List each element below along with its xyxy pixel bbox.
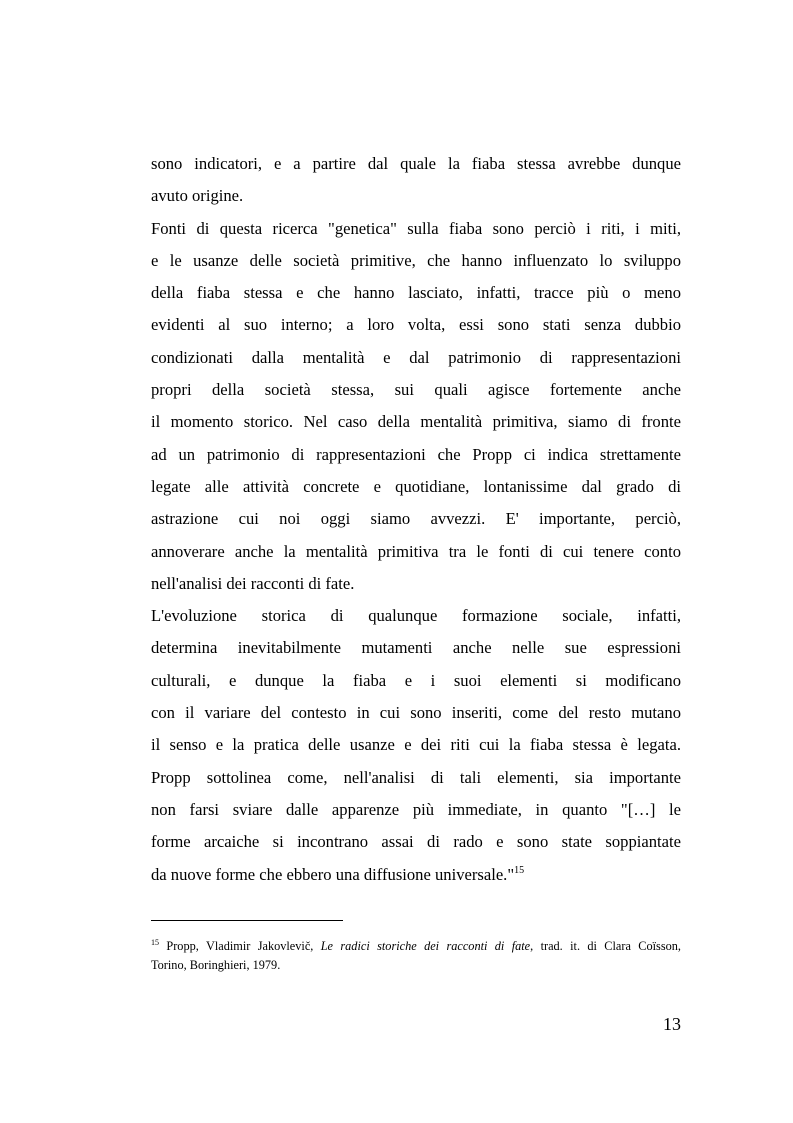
text-line-content: da nuove forme che ebbero una diffusione universale." — [151, 864, 515, 884]
text-line: nell'analisi dei racconti di fate. — [151, 573, 355, 593]
text-line: con il variare del contesto in cui sono inseriti, come del resto mutano — [151, 703, 681, 723]
footnote-number: 15 — [151, 938, 159, 947]
text-line: e le usanze delle società primitive, che hanno influenzato lo sviluppo — [151, 250, 681, 270]
footnote-details: , trad. it. di Clara Coïsson, — [530, 939, 681, 953]
text-line: annoverare anche la mentalità primitiva tra le fonti di cui tenere conto — [151, 541, 681, 561]
footnote — [151, 937, 681, 975]
text-line: avuto origine. — [151, 186, 244, 206]
text-line: Fonti di questa ricerca "genetica" sulla fiaba sono perciò i riti, i miti, — [151, 218, 681, 238]
text-line: propri della società stessa, sui quali agisce fortemente anche — [151, 380, 681, 400]
text-line: ad un patrimonio di rappresentazioni che Propp ci indica strettamente — [151, 444, 681, 464]
text-line: forme arcaiche si incontrano assai di rado e sono state soppiantate — [151, 832, 681, 852]
text-line: sono indicatori, e a partire dal quale la fiaba stessa avrebbe dunque — [151, 154, 681, 173]
footnote-line — [151, 937, 681, 956]
text-line: determina inevitabilmente mutamenti anche nelle sue espressioni — [151, 638, 681, 658]
footnote-author: Propp, Vladimir Jakovlevič, — [166, 939, 314, 953]
page-number: 13 — [663, 1014, 681, 1034]
text-line: evidenti al suo interno; a loro volta, essi sono stati senza dubbio — [151, 315, 681, 335]
text-line-last — [151, 859, 681, 891]
footnote-divider — [151, 920, 343, 921]
text-line: il senso e la pratica delle usanze e dei riti cui la fiaba stessa è legata. — [151, 735, 681, 755]
footnote-reference[interactable]: 15 — [514, 864, 525, 876]
text-line: astrazione cui noi oggi siamo avvezzi. E' importante, perciò, — [151, 509, 681, 529]
text-line: legate alle attività concrete e quotidiane, lontanissime dal grado di — [151, 476, 681, 496]
text-line: non farsi sviare dalle apparenze più immediate, in quanto "[…] le — [151, 799, 681, 819]
text-line: culturali, e dunque la fiaba e i suoi elementi si modificano — [151, 670, 681, 690]
text-line: condizionati dalla mentalità e dal patrimonio di rappresentazioni — [151, 347, 681, 367]
body-text — [151, 148, 681, 891]
text-line: L'evoluzione storica di qualunque formazione sociale, infatti, — [151, 606, 681, 626]
text-line: il momento storico. Nel caso della mentalità primitiva, siamo di fronte — [151, 412, 681, 432]
footnote-title: Le radici storiche dei racconti di fate — [320, 939, 531, 953]
text-line: Propp sottolinea come, nell'analisi di tali elementi, sia importante — [151, 767, 681, 787]
text-line: della fiaba stessa e che hanno lasciato, infatti, tracce più o meno — [151, 283, 681, 303]
footnote-line: Torino, Boringhieri, 1979. — [151, 958, 281, 972]
